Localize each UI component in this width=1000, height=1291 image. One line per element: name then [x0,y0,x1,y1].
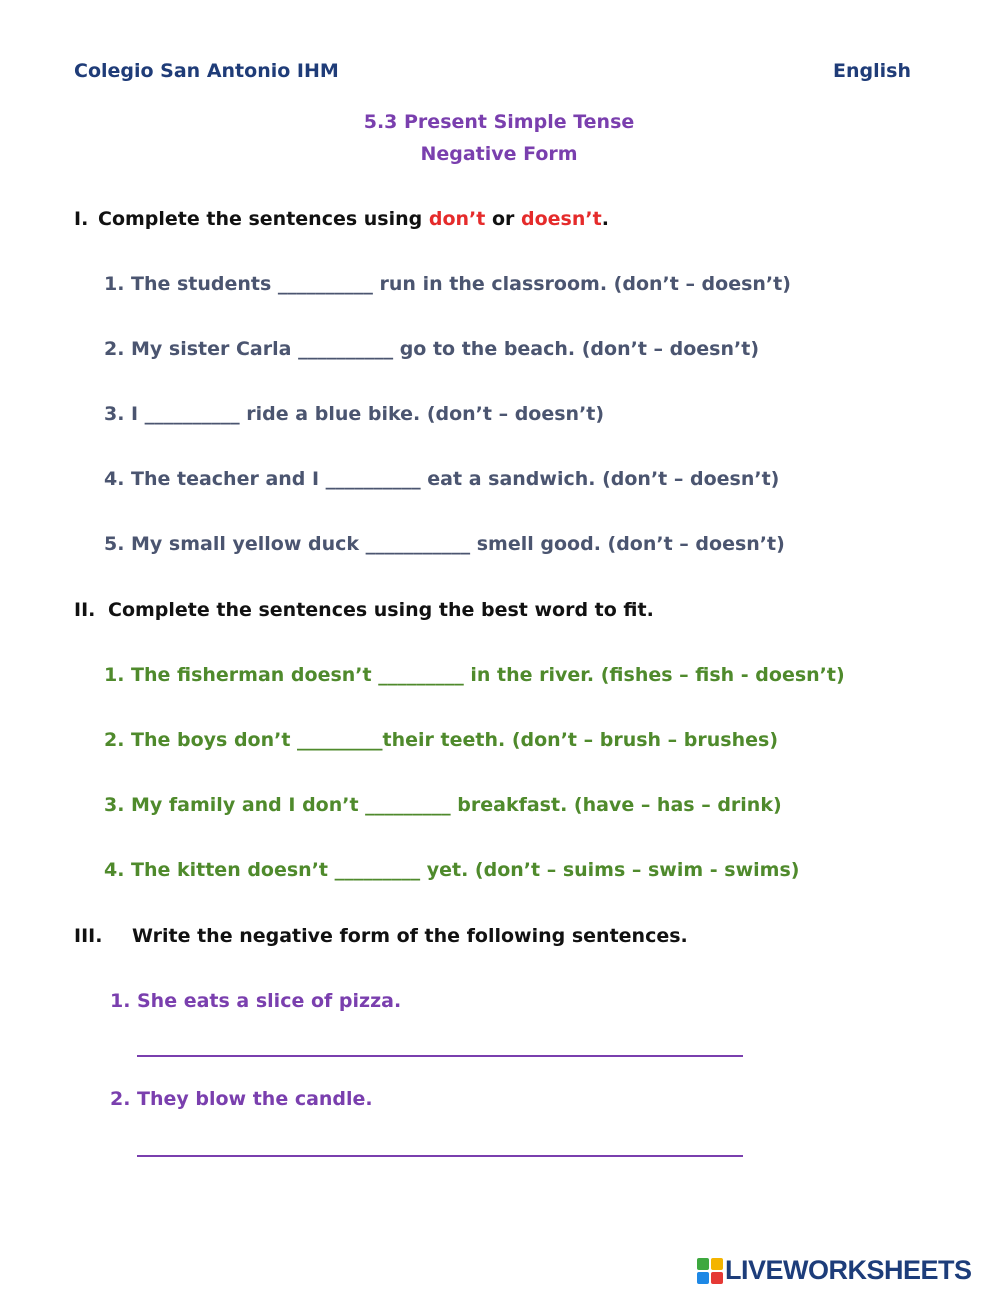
logo-text: LIVEWORKSHEETS [725,1255,972,1285]
exercise-item: 4. The kitten doesn’t _________ yet. (don’t – suims – swim - swims) [104,859,800,881]
exercise-text: My small yellow duck ___________ smell good. (don’t – doesn’t) [131,533,785,555]
section-3-instruction: III. Write the negative form of the following sentences. [74,925,688,947]
answer-line-2[interactable] [137,1155,743,1157]
exercise-item: 1. The fisherman doesn’t _________ in the river. (fishes – fish - doesn’t) [104,664,845,686]
exercise-text: The teacher and I __________ eat a sandwich. (don’t – doesn’t) [131,468,780,490]
exercise-text: My sister Carla __________ go to the beach. (don’t – doesn’t) [131,338,760,360]
exercise-text: The kitten doesn’t _________ yet. (don’t – suims – swim - swims) [131,859,800,881]
section-2-instruction: II. Complete the sentences using the best word to fit. [74,599,654,621]
page-title: 5.3 Present Simple Tense [363,111,635,133]
exercise-text: My family and I don’t _________ breakfast. (have – has – drink) [131,794,782,816]
exercise-item: 1. The students __________ run in the classroom. (don’t – doesn’t) [104,273,791,295]
page-subtitle: Negative Form [420,143,578,165]
section-1-instruction: I. Complete the sentences using don’t or doesn’t. [74,208,609,230]
exercise-text: I __________ ride a blue bike. (don’t – doesn’t) [131,403,605,425]
school-name: Colegio San Antonio IHM [74,60,339,82]
exercise-item: 3. I __________ ride a blue bike. (don’t – doesn’t) [104,403,605,425]
exercise-item: 2. They blow the candle. [110,1088,373,1110]
exercise-item: 2. My sister Carla __________ go to the beach. (don’t – doesn’t) [104,338,760,360]
exercise-item: 4. The teacher and I __________ eat a sandwich. (don’t – doesn’t) [104,468,780,490]
section-1-roman: I. [74,208,89,230]
exercise-item: 1. She eats a slice of pizza. [110,990,402,1012]
exercise-text: The boys don’t _________their teeth. (don’t – brush – brushes) [131,729,779,751]
subject-label: English [833,60,911,82]
highlight-doesnt: doesn’t [521,208,602,230]
exercise-item: 2. The boys don’t _________their teeth. (don’t – brush – brushes) [104,729,779,751]
exercise-item: 3. My family and I don’t _________ breakfast. (have – has – drink) [104,794,782,816]
section-3-roman: III. [74,925,103,947]
logo-blocks-icon [697,1258,723,1284]
highlight-dont: don’t [428,208,486,230]
exercise-text: The students __________ run in the classroom. (don’t – doesn’t) [131,273,791,295]
section-2-roman: II. [74,599,96,621]
exercise-text: She eats a slice of pizza. [137,990,402,1012]
exercise-text: The fisherman doesn’t _________ in the river. (fishes – fish - doesn’t) [131,664,845,686]
exercise-item: 5. My small yellow duck ___________ smell good. (don’t – doesn’t) [104,533,785,555]
exercise-text: They blow the candle. [137,1088,373,1110]
answer-line-1[interactable] [137,1055,743,1057]
